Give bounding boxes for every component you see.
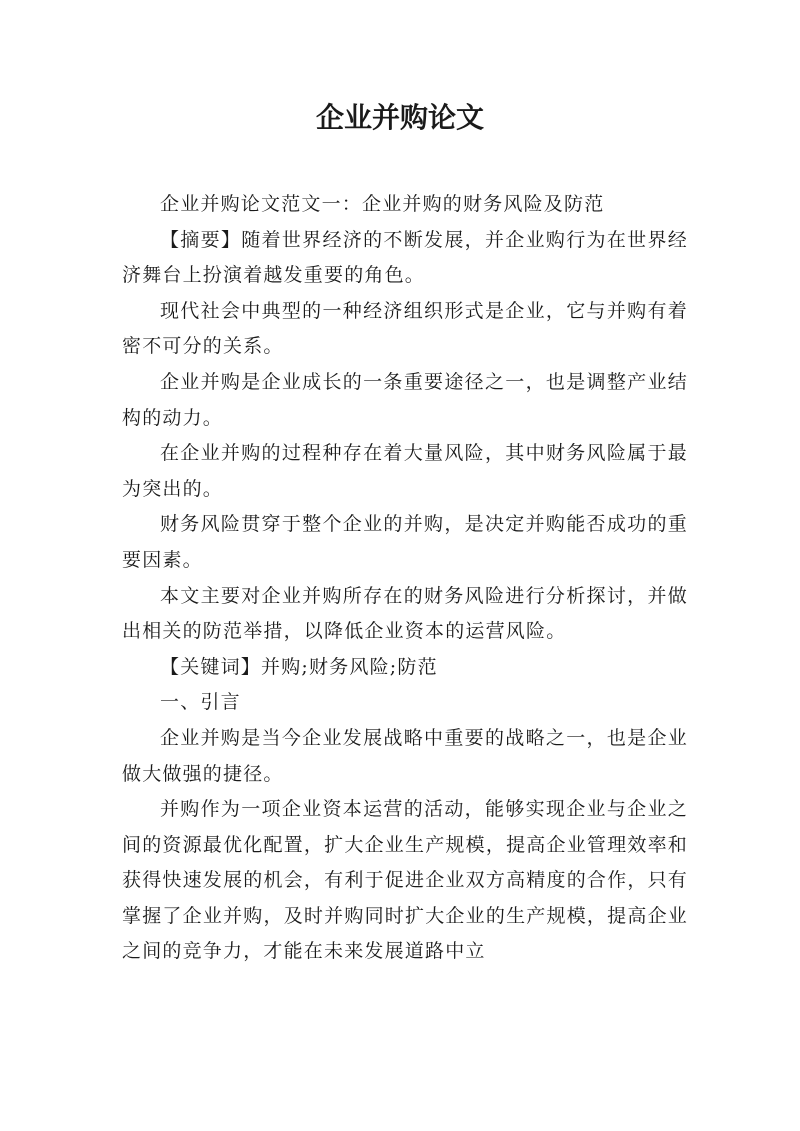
- paragraph-keywords: 【关键词】并购;财务风险;防范: [160, 655, 438, 678]
- document-title: 企业并购论文: [315, 101, 484, 134]
- paragraph-abstract: 【摘要】随着世界经济的不断发展，并企业购行为在世界经济舞台上扮演着越发重要的角色。: [122, 228, 688, 287]
- document-body: [122, 187, 688, 970]
- paragraph: 在企业并购的过程种存在着大量风险，其中财务风险属于最为突出的。: [122, 442, 688, 500]
- paragraph: 本文主要对企业并购所存在的财务风险进行分析探讨，并做出相关的防范举措，以降低企业资本的运营风险。: [122, 584, 688, 643]
- paragraph: 财务风险贯穿于整个企业的并购，是决定并购能否成功的重要因素。: [122, 513, 688, 571]
- paragraph-subtitle: 企业并购论文范文一：企业并购的财务风险及防范: [160, 193, 605, 215]
- section-heading-introduction: 一、引言: [160, 691, 241, 714]
- paragraph: 并购作为一项企业资本运营的活动，能够实现企业与企业之间的资源最优化配置，扩大企业生产规模，提高企业管理效率和获得快速发展的机会，有利于促进企业双方高精度的合作，只有掌握了企业并购，及时并购同时扩大企业的生产规模，提高企业之间的竞争力，才能在未来发展道路中立: [122, 798, 688, 963]
- paragraph: 现代社会中典型的一种经济组织形式是企业，它与并购有着密不可分的关系。: [122, 299, 688, 358]
- paragraph: 企业并购是当今企业发展战略中重要的战略之一，也是企业做大做强的捷径。: [122, 726, 688, 785]
- paragraph: 企业并购是企业成长的一条重要途径之一，也是调整产业结构的动力。: [122, 370, 688, 429]
